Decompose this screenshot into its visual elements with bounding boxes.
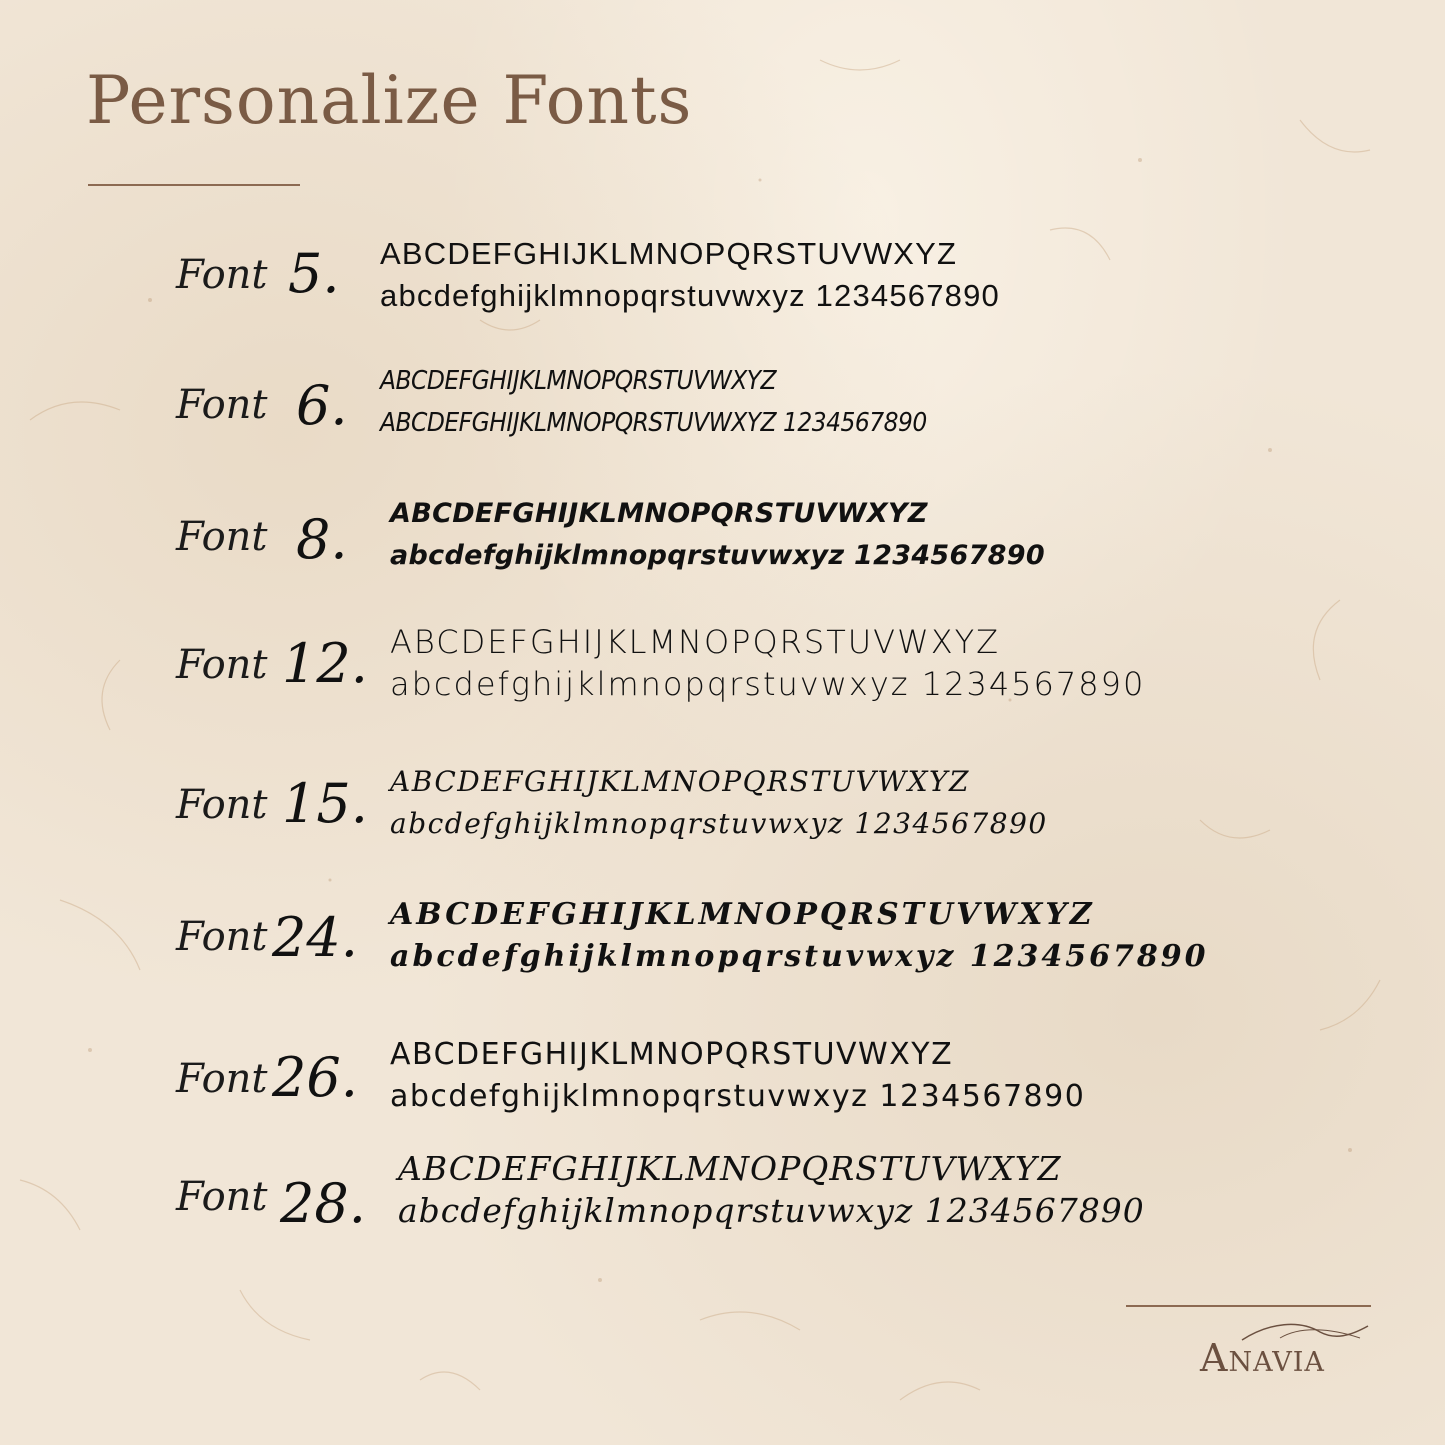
font-sample-15	[0, 765, 1445, 878]
font-label: Font	[176, 1174, 268, 1220]
font-sample-24	[0, 897, 1445, 1010]
brand-logo: Anavia	[1200, 1336, 1325, 1380]
font-sample-8	[0, 500, 1445, 610]
lowercase-sample: ABCDEFGHIJKLMNOPQRSTUVWXYZ 1234567890	[380, 408, 927, 438]
uppercase-sample: ABCDEFGHIJKLMNOPQRSTUVWXYZ	[380, 366, 777, 396]
uppercase-sample: ABCDEFGHIJKLMNOPQRSTUVWXYZ	[390, 1037, 954, 1072]
title-divider	[88, 184, 300, 186]
font-label: Font	[176, 782, 268, 828]
font-sample-5	[0, 238, 1445, 348]
uppercase-sample: ABCDEFGHIJKLMNOPQRSTUVWXYZ	[390, 498, 928, 529]
font-label: Font	[176, 914, 268, 960]
lowercase-sample: abcdefghijklmnopqrstuvwxyz 1234567890	[390, 807, 1048, 840]
font-label: Font	[176, 1056, 268, 1102]
font-number: 28.	[280, 1172, 366, 1235]
uppercase-sample: ABCDEFGHIJKLMNOPQRSTUVWXYZ	[390, 623, 1001, 661]
font-number: 6.	[296, 374, 348, 437]
font-number: 12.	[282, 632, 368, 695]
font-number: 15.	[282, 772, 368, 835]
font-label: Font	[176, 382, 268, 428]
font-label: Font	[176, 514, 268, 560]
uppercase-sample: ABCDEFGHIJKLMNOPQRSTUVWXYZ	[398, 1149, 1062, 1188]
font-sample-12	[0, 623, 1445, 736]
lowercase-sample: abcdefghijklmnopqrstuvwxyz 1234567890	[398, 1191, 1145, 1230]
font-sample-28	[0, 1149, 1445, 1262]
page-title: Personalize Fonts	[86, 62, 693, 139]
font-sample-26	[0, 1037, 1445, 1150]
lowercase-sample: abcdefghijklmnopqrstuvwxyz 1234567890	[390, 665, 1146, 703]
uppercase-sample: ABCDEFGHIJKLMNOPQRSTUVWXYZ	[390, 897, 1095, 932]
font-number: 8.	[296, 508, 348, 571]
font-label: Font	[176, 252, 268, 298]
font-number: 26.	[272, 1046, 358, 1109]
brand-divider	[1126, 1305, 1371, 1307]
font-number: 5.	[288, 242, 340, 305]
lowercase-sample: abcdefghijklmnopqrstuvwxyz 1234567890	[380, 278, 1000, 313]
font-label: Font	[176, 642, 268, 688]
font-number: 24.	[272, 906, 358, 969]
uppercase-sample: ABCDEFGHIJKLMNOPQRSTUVWXYZ	[390, 765, 970, 798]
lowercase-sample: abcdefghijklmnopqrstuvwxyz 1234567890	[390, 939, 1209, 974]
font-sample-6	[0, 368, 1445, 478]
lowercase-sample: abcdefghijklmnopqrstuvwxyz 1234567890	[390, 1079, 1086, 1114]
lowercase-sample: abcdefghijklmnopqrstuvwxyz 1234567890	[390, 540, 1045, 571]
uppercase-sample: ABCDEFGHIJKLMNOPQRSTUVWXYZ	[380, 236, 958, 271]
